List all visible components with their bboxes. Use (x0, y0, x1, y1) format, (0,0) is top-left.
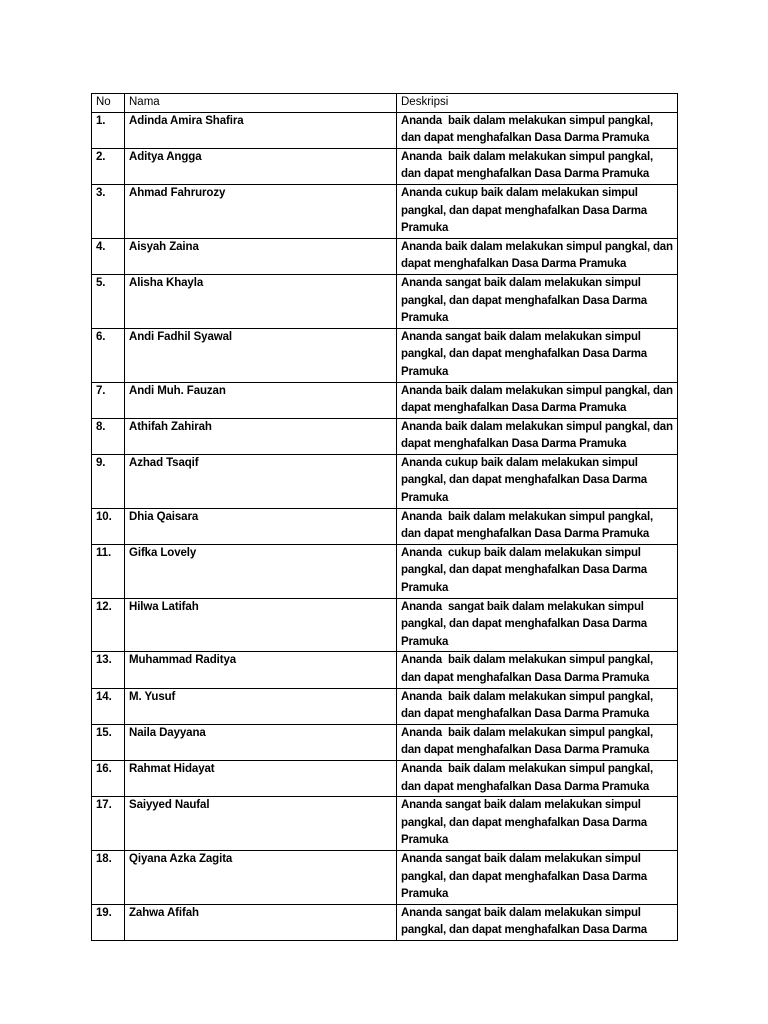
table-header-row (92, 94, 678, 113)
student-description: Ananda cukup baik dalam melakukan simpul pangkal, dan dapat menghafalkan Dasa Darma Pramuka (397, 184, 678, 238)
student-name: Naila Dayyana (125, 724, 397, 760)
row-number: 15. (92, 724, 125, 760)
student-description: Ananda cukup baik dalam melakukan simpul pangkal, dan dapat menghafalkan Dasa Darma Pramuka (397, 454, 678, 508)
table-row (92, 328, 678, 382)
row-number: 10. (92, 508, 125, 544)
student-description: Ananda baik dalam melakukan simpul pangkal, dan dapat menghafalkan Dasa Darma Pramuka (397, 508, 678, 544)
student-name: Andi Fadhil Syawal (125, 328, 397, 382)
table-body (92, 112, 678, 940)
table-row (92, 508, 678, 544)
table-row (92, 724, 678, 760)
table-row (92, 112, 678, 148)
student-name: Zahwa Afifah (125, 904, 397, 940)
student-description: Ananda baik dalam melakukan simpul pangkal, dan dapat menghafalkan Dasa Darma Pramuka (397, 382, 678, 418)
student-description: Ananda sangat baik dalam melakukan simpul pangkal, dan dapat menghafalkan Dasa Darma (397, 904, 678, 940)
table-row (92, 274, 678, 328)
student-description: Ananda baik dalam melakukan simpul pangkal, dan dapat menghafalkan Dasa Darma Pramuka (397, 724, 678, 760)
row-number: 2. (92, 148, 125, 184)
student-description: Ananda baik dalam melakukan simpul pangkal, dan dapat menghafalkan Dasa Darma Pramuka (397, 148, 678, 184)
student-description: Ananda baik dalam melakukan simpul pangkal, dan dapat menghafalkan Dasa Darma Pramuka (397, 238, 678, 274)
table-row (92, 652, 678, 688)
student-name: Ahmad Fahrurozy (125, 184, 397, 238)
row-number: 9. (92, 454, 125, 508)
student-name: Andi Muh. Fauzan (125, 382, 397, 418)
student-description: Ananda baik dalam melakukan simpul pangkal, dan dapat menghafalkan Dasa Darma Pramuka (397, 760, 678, 796)
table-row (92, 544, 678, 598)
student-name: Athifah Zahirah (125, 418, 397, 454)
student-name: Azhad Tsaqif (125, 454, 397, 508)
row-number: 12. (92, 598, 125, 652)
row-number: 18. (92, 850, 125, 904)
student-name: Aditya Angga (125, 148, 397, 184)
table-row (92, 148, 678, 184)
header-nama: Nama (125, 94, 397, 113)
student-description: Ananda baik dalam melakukan simpul pangkal, dan dapat menghafalkan Dasa Darma Pramuka (397, 688, 678, 724)
student-description: Ananda baik dalam melakukan simpul pangkal, dan dapat menghafalkan Dasa Darma Pramuka (397, 418, 678, 454)
student-description: Ananda sangat baik dalam melakukan simpul pangkal, dan dapat menghafalkan Dasa Darma Pramuka (397, 274, 678, 328)
row-number: 3. (92, 184, 125, 238)
row-number: 8. (92, 418, 125, 454)
table-row (92, 850, 678, 904)
table-row (92, 904, 678, 940)
header-no: No (92, 94, 125, 113)
student-name: Aisyah Zaina (125, 238, 397, 274)
table-row (92, 598, 678, 652)
student-name: Gifka Lovely (125, 544, 397, 598)
table-row (92, 760, 678, 796)
row-number: 7. (92, 382, 125, 418)
table-row (92, 688, 678, 724)
student-name: M. Yusuf (125, 688, 397, 724)
row-number: 13. (92, 652, 125, 688)
student-name: Dhia Qaisara (125, 508, 397, 544)
row-number: 4. (92, 238, 125, 274)
table-row (92, 184, 678, 238)
table-row (92, 238, 678, 274)
row-number: 17. (92, 797, 125, 851)
table-row (92, 797, 678, 851)
student-description: Ananda sangat baik dalam melakukan simpul pangkal, dan dapat menghafalkan Dasa Darma Pramuka (397, 598, 678, 652)
table-row (92, 418, 678, 454)
student-description: Ananda sangat baik dalam melakukan simpul pangkal, dan dapat menghafalkan Dasa Darma Pramuka (397, 850, 678, 904)
row-number: 16. (92, 760, 125, 796)
row-number: 11. (92, 544, 125, 598)
student-description: Ananda cukup baik dalam melakukan simpul pangkal, dan dapat menghafalkan Dasa Darma Pramuka (397, 544, 678, 598)
student-name: Qiyana Azka Zagita (125, 850, 397, 904)
student-name: Adinda Amira Shafira (125, 112, 397, 148)
student-name: Saiyyed Naufal (125, 797, 397, 851)
row-number: 14. (92, 688, 125, 724)
student-description: Ananda baik dalam melakukan simpul pangkal, dan dapat menghafalkan Dasa Darma Pramuka (397, 652, 678, 688)
student-description-table (91, 93, 678, 941)
table-row (92, 382, 678, 418)
student-description: Ananda sangat baik dalam melakukan simpul pangkal, dan dapat menghafalkan Dasa Darma Pramuka (397, 797, 678, 851)
student-description: Ananda sangat baik dalam melakukan simpul pangkal, dan dapat menghafalkan Dasa Darma Pramuka (397, 328, 678, 382)
table-row (92, 454, 678, 508)
row-number: 5. (92, 274, 125, 328)
row-number: 6. (92, 328, 125, 382)
student-name: Hilwa Latifah (125, 598, 397, 652)
row-number: 1. (92, 112, 125, 148)
header-deskripsi: Deskripsi (397, 94, 678, 113)
row-number: 19. (92, 904, 125, 940)
student-name: Rahmat Hidayat (125, 760, 397, 796)
student-name: Muhammad Raditya (125, 652, 397, 688)
student-name: Alisha Khayla (125, 274, 397, 328)
student-description: Ananda baik dalam melakukan simpul pangkal, dan dapat menghafalkan Dasa Darma Pramuka (397, 112, 678, 148)
